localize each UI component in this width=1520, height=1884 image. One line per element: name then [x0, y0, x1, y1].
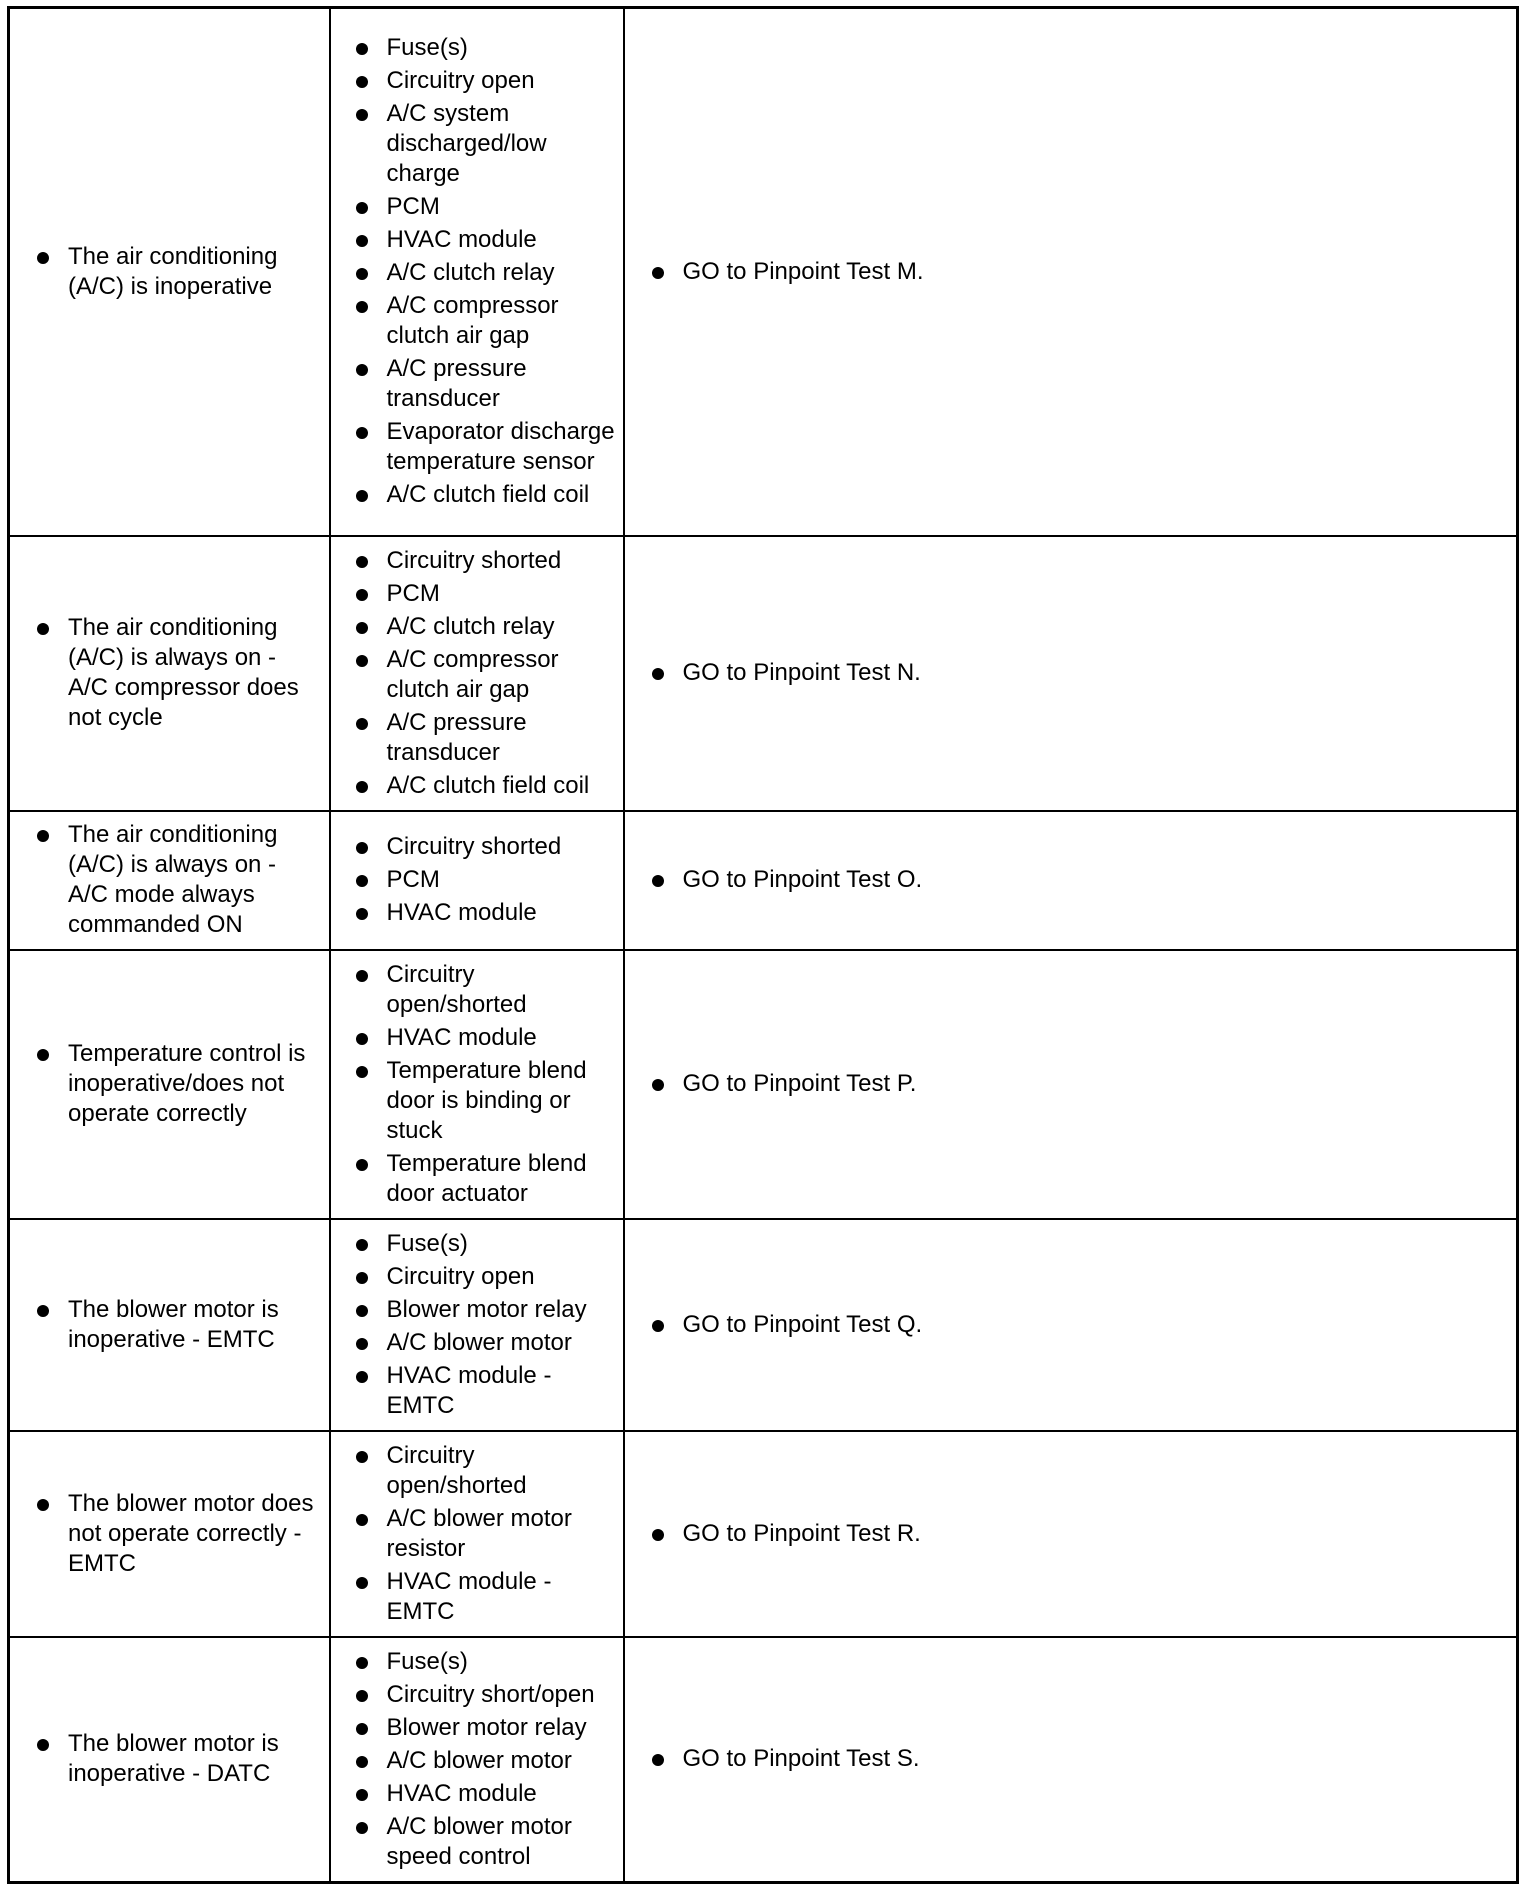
- symptom-text: The blower motor is inoperative - DATC: [68, 1730, 279, 1787]
- cause-item: [387, 1361, 619, 1421]
- cause-text: Circuitry open: [386, 67, 535, 95]
- cause-text: Fuse(s): [386, 1229, 468, 1257]
- cause-item: [387, 1567, 619, 1627]
- cause-item: [387, 1295, 619, 1325]
- cause-item: [387, 417, 619, 477]
- bullet-icon: [652, 875, 664, 887]
- bullet-icon: [356, 1514, 368, 1526]
- bullet-icon: [356, 1723, 368, 1735]
- bullet-icon: [652, 267, 664, 279]
- cause-item: [387, 1149, 619, 1209]
- causes-list: [331, 537, 623, 810]
- bullet-icon: [356, 43, 368, 55]
- cause-text: PCM: [386, 579, 440, 607]
- cause-item: [387, 192, 619, 222]
- cause-text: Fuse(s): [386, 34, 468, 62]
- bullet-icon: [356, 1305, 368, 1317]
- bullet-icon: [356, 1789, 368, 1801]
- bullet-icon: [356, 1756, 368, 1768]
- causes-list: [331, 1432, 623, 1636]
- cause-text: Blower motor relay: [386, 1713, 587, 1741]
- cause-item: [387, 1262, 619, 1292]
- cause-item: [387, 771, 619, 801]
- bullet-icon: [356, 490, 368, 502]
- action-text: GO to Pinpoint Test P.: [682, 1070, 917, 1097]
- cause-item: [387, 99, 619, 189]
- cause-item: [387, 645, 619, 705]
- bullet-icon: [356, 842, 368, 854]
- bullet-icon: [356, 556, 368, 568]
- bullet-icon: [652, 1079, 664, 1091]
- action-text: GO to Pinpoint Test R.: [682, 1519, 921, 1547]
- symptom-cell: [9, 536, 330, 811]
- cause-item: [387, 898, 619, 928]
- table-row: [9, 950, 1518, 1219]
- causes-cell: [330, 1431, 624, 1637]
- cause-item: [387, 1504, 619, 1564]
- cause-text: HVAC module: [386, 1779, 537, 1807]
- cause-text: A/C compressor clutch air gap: [386, 292, 559, 350]
- cause-item: [387, 225, 619, 255]
- symptom-item: [68, 820, 321, 940]
- diagnosis-table: [7, 6, 1519, 1884]
- cause-item: [387, 33, 619, 63]
- action-cell: [624, 1431, 1518, 1637]
- cause-text: HVAC module - EMTC: [386, 1567, 552, 1625]
- bullet-icon: [356, 875, 368, 887]
- cause-item: [387, 960, 619, 1020]
- cause-item: [387, 66, 619, 96]
- bullet-icon: [356, 1159, 368, 1171]
- bullet-icon: [356, 427, 368, 439]
- bullet-icon: [356, 718, 368, 730]
- table-row: [9, 8, 1518, 536]
- action-cell: [624, 1219, 1518, 1431]
- cause-item: [387, 1056, 619, 1146]
- cause-text: Circuitry shorted: [386, 833, 562, 860]
- causes-cell: [330, 811, 624, 950]
- cause-item: [387, 1023, 619, 1053]
- causes-list: [331, 1638, 623, 1881]
- symptom-cell: [9, 1219, 330, 1431]
- bullet-icon: [356, 1033, 368, 1045]
- cause-text: Circuitry open: [386, 1262, 535, 1290]
- cause-text: A/C clutch field coil: [386, 481, 590, 509]
- action-item: [683, 1744, 1517, 1774]
- action-list: [625, 1744, 1517, 1774]
- bullet-icon: [356, 589, 368, 601]
- cause-text: A/C clutch relay: [386, 259, 555, 287]
- cause-item: [387, 1779, 619, 1809]
- action-item: [683, 1310, 1517, 1340]
- cause-text: A/C clutch relay: [386, 612, 555, 640]
- bullet-icon: [356, 109, 368, 121]
- cause-item: [387, 1647, 619, 1677]
- symptom-cell: [9, 950, 330, 1219]
- bullet-icon: [37, 830, 49, 842]
- bullet-icon: [356, 970, 368, 982]
- bullet-icon: [356, 235, 368, 247]
- action-text: GO to Pinpoint Test M.: [682, 257, 924, 285]
- cause-text: PCM: [386, 866, 440, 893]
- action-item: [683, 257, 1517, 287]
- action-item: [683, 1519, 1517, 1549]
- bullet-icon: [356, 1690, 368, 1702]
- action-list: [625, 658, 1517, 688]
- action-item: [683, 1069, 1517, 1099]
- bullet-icon: [356, 1066, 368, 1078]
- symptom-text: The blower motor does not operate correctly - EMTC: [68, 1489, 314, 1577]
- cause-item: [387, 258, 619, 288]
- cause-text: Circuitry open/shorted: [386, 960, 527, 1018]
- cause-text: Circuitry short/open: [386, 1680, 595, 1708]
- cause-item: [387, 1713, 619, 1743]
- bullet-icon: [356, 1657, 368, 1669]
- causes-list: [331, 951, 623, 1218]
- cause-text: A/C blower motor: [386, 1328, 572, 1356]
- bullet-icon: [356, 1822, 368, 1834]
- bullet-icon: [356, 268, 368, 280]
- cause-item: [387, 1812, 619, 1872]
- causes-list: [331, 1220, 623, 1430]
- cause-text: A/C blower motor resistor: [386, 1504, 572, 1562]
- table-row: [9, 811, 1518, 950]
- bullet-icon: [37, 1049, 49, 1061]
- cause-item: [387, 1680, 619, 1710]
- causes-cell: [330, 1219, 624, 1431]
- cause-text: Temperature blend door is binding or stuck: [386, 1056, 587, 1144]
- symptom-list: [10, 1295, 329, 1355]
- bullet-icon: [37, 623, 49, 635]
- action-cell: [624, 950, 1518, 1219]
- action-list: [625, 1310, 1517, 1340]
- bullet-icon: [356, 364, 368, 376]
- causes-cell: [330, 950, 624, 1219]
- symptom-item: [68, 1295, 321, 1355]
- symptom-list: [10, 1039, 329, 1129]
- action-text: GO to Pinpoint Test Q.: [682, 1310, 923, 1338]
- action-text: GO to Pinpoint Test S.: [682, 1745, 920, 1772]
- action-list: [625, 1519, 1517, 1549]
- cause-text: Fuse(s): [386, 1647, 468, 1675]
- cause-item: [387, 612, 619, 642]
- table-row: [9, 1637, 1518, 1883]
- bullet-icon: [37, 1499, 49, 1511]
- bullet-icon: [652, 1320, 664, 1332]
- cause-text: Blower motor relay: [386, 1295, 587, 1323]
- action-item: [683, 658, 1517, 688]
- action-cell: [624, 8, 1518, 536]
- symptom-item: [68, 242, 321, 302]
- bullet-icon: [356, 301, 368, 313]
- action-cell: [624, 1637, 1518, 1883]
- cause-item: [387, 480, 619, 510]
- symptom-list: [10, 242, 329, 302]
- symptom-item: [68, 1489, 321, 1579]
- bullet-icon: [356, 1577, 368, 1589]
- symptom-list: [10, 1729, 329, 1789]
- symptom-text: Temperature control is inoperative/does not operate correctly: [68, 1040, 306, 1127]
- cause-item: [387, 865, 619, 895]
- cause-text: Temperature blend door actuator: [386, 1149, 587, 1207]
- bullet-icon: [652, 1754, 664, 1766]
- cause-item: [387, 1746, 619, 1776]
- cause-text: Evaporator discharge temperature sensor: [386, 418, 615, 476]
- symptom-text: The air conditioning (A/C) is inoperative: [68, 242, 278, 300]
- cause-text: HVAC module - EMTC: [386, 1361, 552, 1419]
- causes-list: [331, 823, 623, 937]
- action-cell: [624, 811, 1518, 950]
- action-text: GO to Pinpoint Test O.: [682, 866, 923, 893]
- symptom-text: The air conditioning (A/C) is always on - A/C compressor does not cycle: [68, 614, 299, 731]
- cause-text: A/C pressure transducer: [386, 708, 527, 766]
- symptom-list: [10, 820, 329, 940]
- cause-text: PCM: [386, 193, 440, 221]
- cause-text: A/C system discharged/low charge: [386, 100, 547, 188]
- symptom-cell: [9, 811, 330, 950]
- causes-cell: [330, 8, 624, 536]
- symptom-item: [68, 613, 321, 733]
- symptom-list: [10, 1489, 329, 1579]
- cause-item: [387, 708, 619, 768]
- bullet-icon: [356, 76, 368, 88]
- diagnosis-table-body: [9, 8, 1518, 1883]
- cause-text: A/C pressure transducer: [386, 355, 527, 413]
- bullet-icon: [356, 622, 368, 634]
- cause-text: A/C blower motor: [386, 1746, 572, 1774]
- table-row: [9, 1219, 1518, 1431]
- cause-text: A/C compressor clutch air gap: [386, 645, 559, 703]
- bullet-icon: [652, 1529, 664, 1541]
- bullet-icon: [356, 1338, 368, 1350]
- table-row: [9, 1431, 1518, 1637]
- bullet-icon: [356, 1451, 368, 1463]
- cause-item: [387, 546, 619, 576]
- action-text: GO to Pinpoint Test N.: [682, 659, 921, 686]
- cause-text: Circuitry shorted: [386, 546, 562, 574]
- cause-item: [387, 1229, 619, 1259]
- bullet-icon: [652, 668, 664, 680]
- action-item: [683, 865, 1517, 895]
- bullet-icon: [356, 781, 368, 793]
- symptom-list: [10, 613, 329, 733]
- cause-item: [387, 579, 619, 609]
- cause-item: [387, 1328, 619, 1358]
- cause-item: [387, 832, 619, 862]
- bullet-icon: [356, 1371, 368, 1383]
- causes-cell: [330, 1637, 624, 1883]
- cause-text: HVAC module: [386, 899, 537, 926]
- symptom-cell: [9, 8, 330, 536]
- symptom-text: The air conditioning (A/C) is always on - A/C mode always commanded ON: [68, 821, 278, 938]
- table-row: [9, 536, 1518, 811]
- symptom-item: [68, 1729, 321, 1789]
- symptom-cell: [9, 1637, 330, 1883]
- symptom-text: The blower motor is inoperative - EMTC: [68, 1295, 279, 1353]
- cause-text: Circuitry open/shorted: [386, 1441, 527, 1499]
- cause-item: [387, 291, 619, 351]
- causes-list: [331, 24, 623, 519]
- bullet-icon: [356, 1272, 368, 1284]
- action-cell: [624, 536, 1518, 811]
- action-list: [625, 257, 1517, 287]
- bullet-icon: [356, 908, 368, 920]
- cause-text: A/C blower motor speed control: [386, 1812, 572, 1870]
- bullet-icon: [37, 1739, 49, 1751]
- cause-text: HVAC module: [386, 226, 537, 254]
- bullet-icon: [37, 1305, 49, 1317]
- action-list: [625, 865, 1517, 895]
- bullet-icon: [37, 252, 49, 264]
- cause-item: [387, 1441, 619, 1501]
- action-list: [625, 1069, 1517, 1099]
- bullet-icon: [356, 1239, 368, 1251]
- cause-item: [387, 354, 619, 414]
- cause-text: HVAC module: [386, 1023, 537, 1051]
- causes-cell: [330, 536, 624, 811]
- bullet-icon: [356, 202, 368, 214]
- symptom-item: [68, 1039, 321, 1129]
- cause-text: A/C clutch field coil: [386, 771, 590, 799]
- symptom-cell: [9, 1431, 330, 1637]
- bullet-icon: [356, 655, 368, 667]
